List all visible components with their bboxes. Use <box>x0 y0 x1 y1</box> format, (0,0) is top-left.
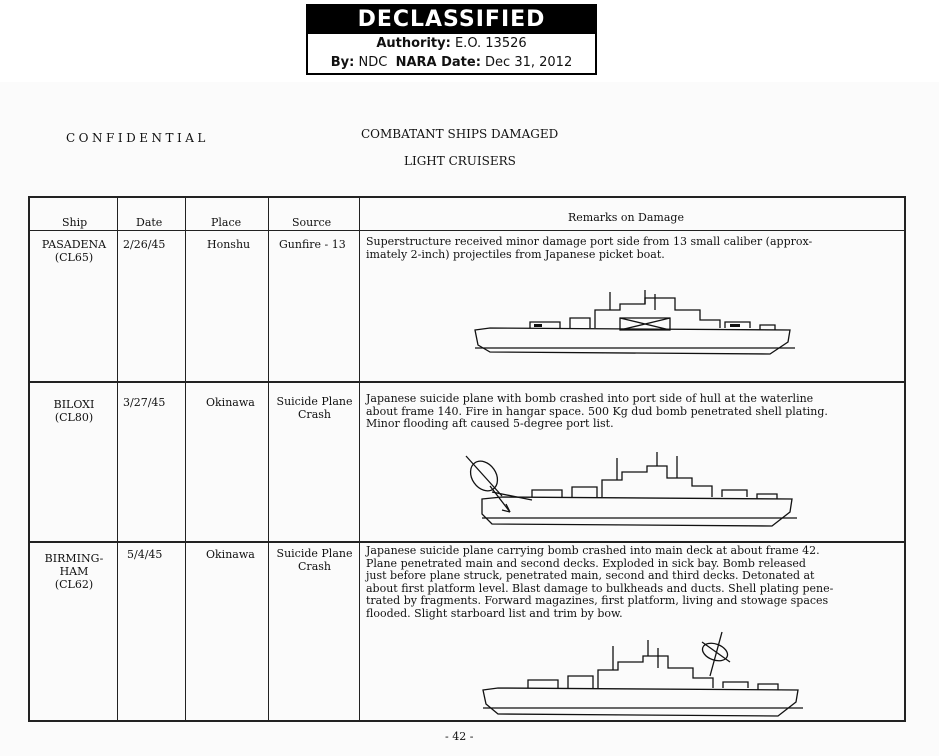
place-cell: Okinawa <box>206 396 255 409</box>
stamp-by-date: By: NDC NARA Date: Dec 31, 2012 <box>330 55 573 70</box>
source-cell: Suicide Plane Crash <box>276 395 353 421</box>
date-cell: 3/27/45 <box>123 396 166 409</box>
date-cell: 5/4/45 <box>127 548 163 561</box>
remarks-cell: Superstructure received minor damage port side from 13 small caliber (approx- imately 2-inch) projectiles from Japanese picket boat. <box>366 235 813 261</box>
header-ship: Ship <box>62 216 88 229</box>
source-cell: Gunfire - 13 <box>279 238 346 251</box>
stamp-authority: Authority: E.O. 13526 <box>376 36 527 51</box>
date-cell: 2/26/45 <box>123 238 166 251</box>
row-divider <box>28 381 906 383</box>
pasadena-profile-drawing <box>470 290 800 365</box>
column-divider <box>117 196 118 722</box>
ship-name: BILOXI (CL80) <box>53 398 95 424</box>
column-divider <box>185 196 186 722</box>
remarks-cell: Japanese suicide plane with bomb crashed into port side of hull at the waterline about frame 140. Fire in hangar space. 500 Kg dud bomb penetrated shell plating. Minor flooding aft caused 5-degree port list. <box>366 392 828 430</box>
biloxi-profile-drawing <box>462 452 802 532</box>
birmingham-profile-drawing <box>478 628 808 720</box>
ship-name: BIRMING- HAM (CL62) <box>44 552 104 591</box>
header-source: Source <box>292 216 332 229</box>
place-cell: Honshu <box>207 238 251 251</box>
document-subtitle: LIGHT CRUISERS <box>404 154 516 168</box>
header-divider <box>28 230 906 231</box>
remarks-cell: Japanese suicide plane carrying bomb crashed into main deck at about frame 42. Plane penetrated main and second decks. Exploded in sick bay. Bomb released just before plane struck, penetrated main, second and third decks. Detonated at about first platform level. Blast damage to bulkheads and ducts. Shell plating pene- trated by fragments. Forward magazines, first platform, living and stowage spaces flooded. Slight starboard list and trim by bow. <box>366 544 834 620</box>
row-divider <box>28 541 906 543</box>
page-number: - 42 - <box>445 730 474 743</box>
stamp-header: DECLASSIFIED <box>308 6 595 34</box>
place-cell: Okinawa <box>206 548 255 561</box>
source-cell: Suicide Plane Crash <box>276 547 353 573</box>
classification-label: CONFIDENTIAL <box>66 131 209 145</box>
column-divider <box>268 196 269 722</box>
document-title: COMBATANT SHIPS DAMAGED <box>361 127 559 141</box>
header-place: Place <box>211 216 242 229</box>
header-date: Date <box>136 216 163 229</box>
declassified-stamp <box>306 4 597 75</box>
column-divider <box>359 196 360 722</box>
ship-name: PASADENA (CL65) <box>41 238 107 264</box>
header-remarks: Remarks on Damage <box>568 211 684 224</box>
